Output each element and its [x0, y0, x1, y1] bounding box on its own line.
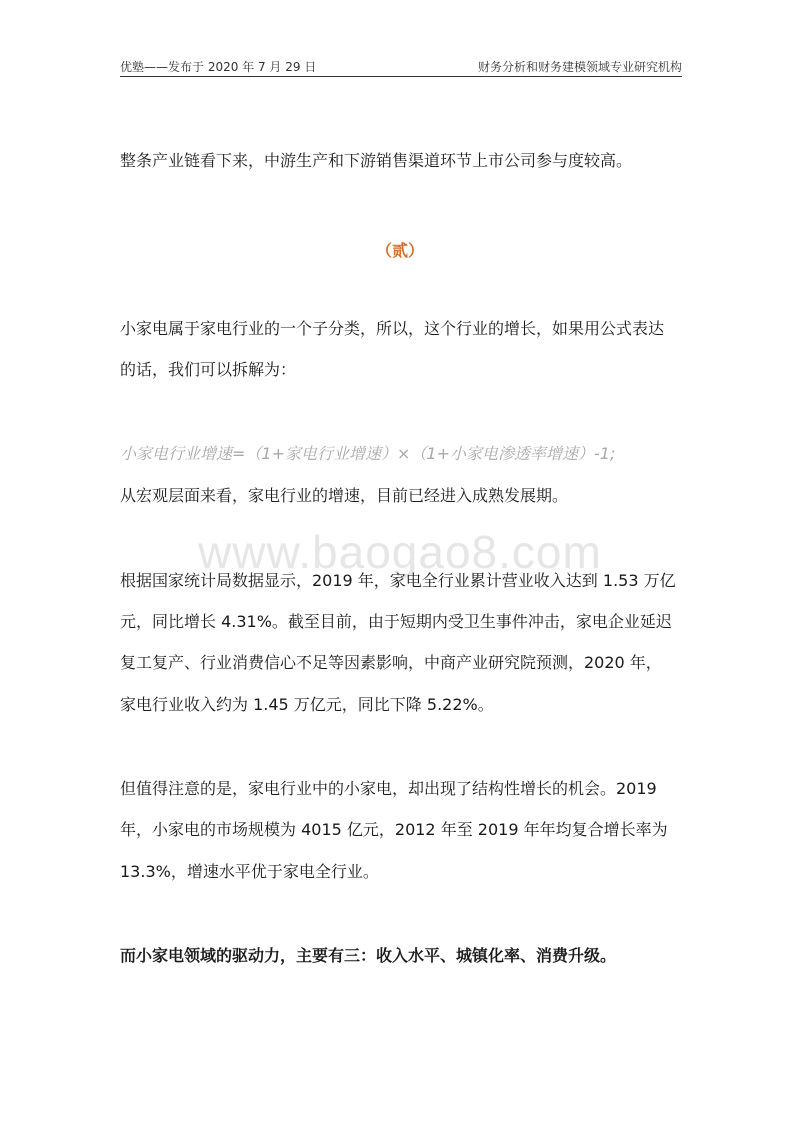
header-publish-info: 优塾——发布于 2020 年 7 月 29 日	[120, 60, 317, 74]
paragraph-stats-line1: 根据国家统计局数据显示，2019 年，家电全行业累计营业收入达到 1.53 万亿	[120, 571, 676, 590]
site-watermark: www.baogao8.com	[198, 526, 602, 578]
paragraph-formula-intro-line2: 的话，我们可以拆解为：	[120, 360, 297, 379]
paragraph-small-appliance-line3: 13.3%，增速水平优于家电全行业。	[120, 862, 379, 881]
paragraph-drivers: 而小家电领域的驱动力，主要有三：收入水平、城镇化率、消费升级。	[120, 946, 617, 965]
paragraph-small-appliance-line2: 年，小家电的市场规模为 4015 亿元，2012 年至 2019 年年均复合增长率为	[120, 820, 668, 839]
paragraph-stats-line3: 复工复产、行业消费信心不足等因素影响，中商产业研究院预测，2020 年，	[120, 653, 662, 672]
paragraph-stats-line2: 元，同比增长 4.31%。截至目前，由于短期内受卫生事件冲击，家电企业延迟	[120, 612, 672, 631]
paragraph-stats-line4: 家电行业收入约为 1.45 万亿元，同比下降 5.22%。	[120, 695, 494, 714]
paragraph-small-appliance-line1: 但值得注意的是，家电行业中的小家电，却出现了结构性增长的机会。2019	[120, 779, 657, 798]
paragraph-macro-view: 从宏观层面来看，家电行业的增速，目前已经进入成熟发展期。	[120, 486, 569, 505]
page-header	[120, 56, 682, 77]
growth-formula: 小家电行业增速=（1+家电行业增速）×（1+小家电渗透率增速）-1;	[120, 444, 616, 463]
section-heading: （贰）	[375, 241, 424, 260]
header-org-tagline: 财务分析和财务建模领域专业研究机构	[477, 60, 682, 74]
paragraph-formula-intro-line1: 小家电属于家电行业的一个子分类，所以，这个行业的增长，如果用公式表达	[120, 319, 665, 338]
paragraph-industry-chain: 整条产业链看下来，中游生产和下游销售渠道环节上市公司参与度较高。	[120, 151, 633, 170]
